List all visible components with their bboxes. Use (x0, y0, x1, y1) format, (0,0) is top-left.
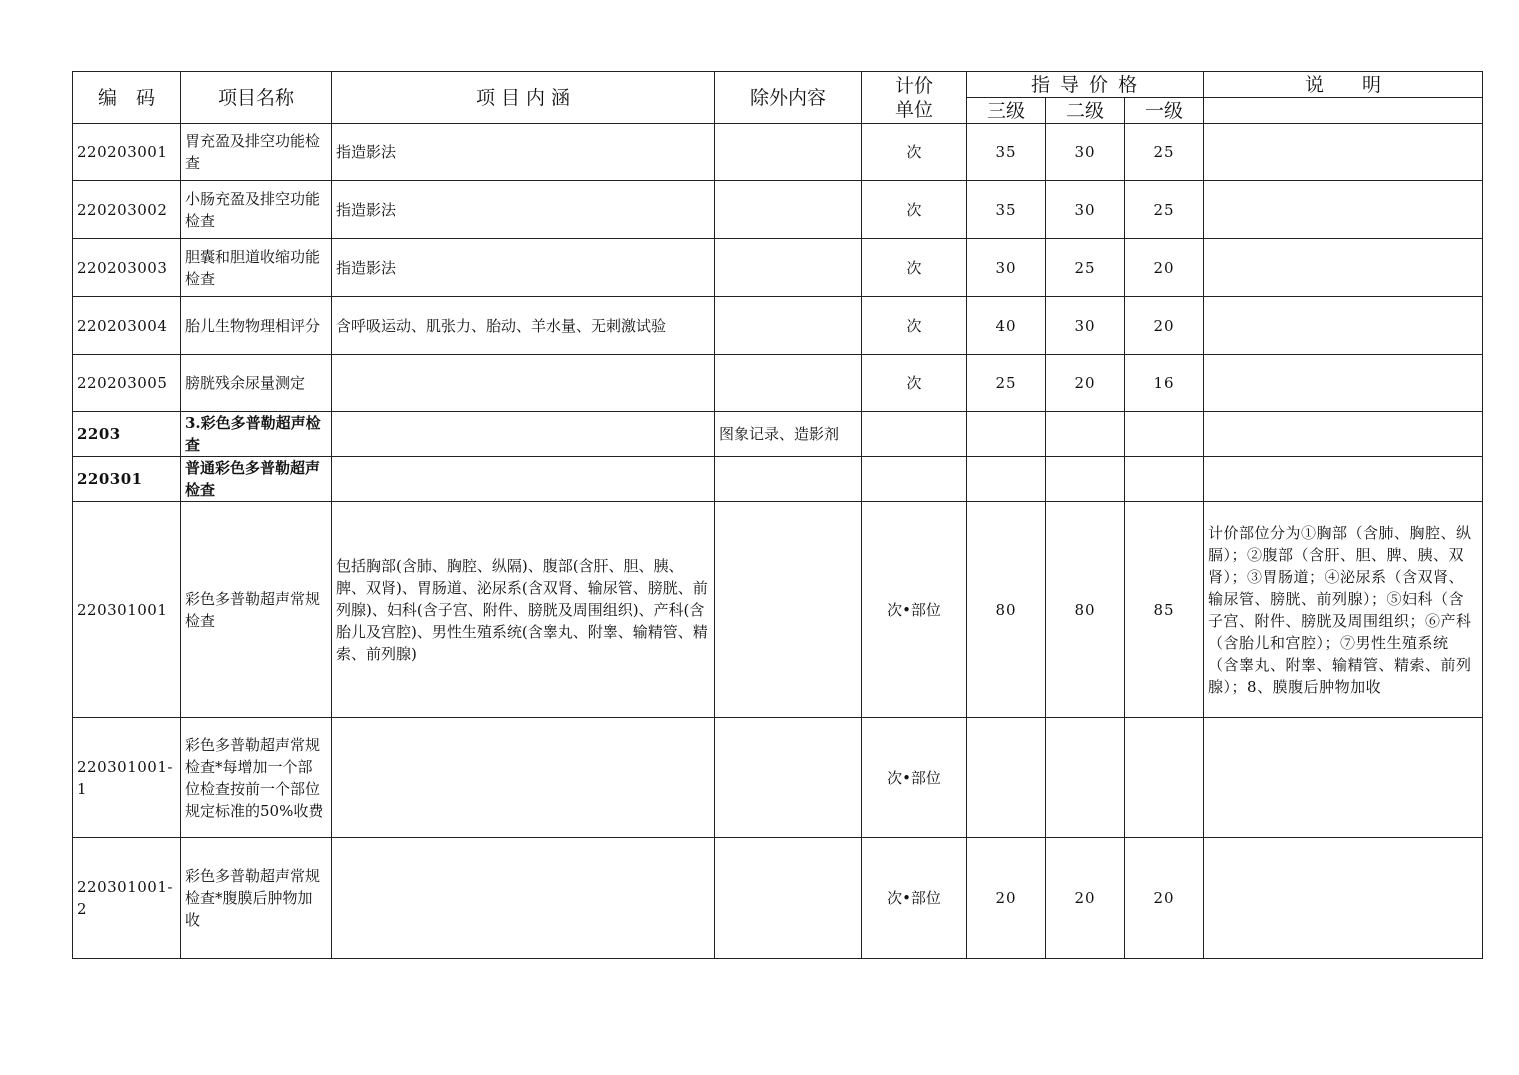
cell-note (1204, 412, 1483, 457)
cell-unit: 次•部位 (862, 838, 967, 959)
cell-price-level3 (967, 412, 1046, 457)
cell-content: 指造影法 (332, 239, 715, 297)
header-note-blank (1204, 98, 1483, 124)
header-level3: 三级 (967, 98, 1046, 124)
header-name: 项目名称 (181, 72, 332, 124)
cell-content (332, 355, 715, 412)
cell-note (1204, 718, 1483, 838)
cell-name: 膀胱残余尿量测定 (181, 355, 332, 412)
cell-exclusions (715, 239, 862, 297)
cell-price-level2: 30 (1046, 297, 1125, 355)
cell-code: 2203 (73, 412, 181, 457)
cell-content (332, 457, 715, 502)
cell-note (1204, 297, 1483, 355)
cell-exclusions (715, 502, 862, 718)
cell-exclusions (715, 838, 862, 959)
table-row (73, 239, 1483, 297)
cell-unit (862, 412, 967, 457)
cell-unit (862, 457, 967, 502)
cell-content: 指造影法 (332, 181, 715, 239)
cell-price-level2: 25 (1046, 239, 1125, 297)
cell-unit: 次 (862, 355, 967, 412)
cell-price-level2: 30 (1046, 124, 1125, 181)
cell-price-level3: 20 (967, 838, 1046, 959)
cell-price-level3: 35 (967, 124, 1046, 181)
table-row (73, 124, 1483, 181)
cell-price-level3: 25 (967, 355, 1046, 412)
cell-content (332, 718, 715, 838)
cell-code: 220203005 (73, 355, 181, 412)
cell-unit: 次•部位 (862, 502, 967, 718)
cell-code: 220301 (73, 457, 181, 502)
cell-name: 彩色多普勒超声常规检查*腹膜后肿物加收 (181, 838, 332, 959)
cell-note (1204, 239, 1483, 297)
header-unit: 计价 单位 (862, 72, 967, 124)
price-table (72, 71, 1483, 959)
cell-price-level2: 20 (1046, 838, 1125, 959)
cell-name: 胃充盈及排空功能检查 (181, 124, 332, 181)
cell-content (332, 412, 715, 457)
cell-note (1204, 838, 1483, 959)
cell-name: 彩色多普勒超声常规检查*每增加一个部位检查按前一个部位规定标准的50%收费 (181, 718, 332, 838)
cell-exclusions (715, 457, 862, 502)
cell-code: 220203003 (73, 239, 181, 297)
cell-content: 指造影法 (332, 124, 715, 181)
cell-content (332, 838, 715, 959)
cell-name: 普通彩色多普勒超声检查 (181, 457, 332, 502)
cell-name: 3.彩色多普勒超声检查 (181, 412, 332, 457)
cell-unit: 次•部位 (862, 718, 967, 838)
cell-price-level1 (1125, 718, 1204, 838)
cell-price-level3: 40 (967, 297, 1046, 355)
cell-code: 220301001-2 (73, 838, 181, 959)
header-note: 说 明 (1204, 72, 1483, 98)
cell-note (1204, 181, 1483, 239)
header-content: 项 目 内 涵 (332, 72, 715, 124)
cell-unit: 次 (862, 181, 967, 239)
cell-note (1204, 124, 1483, 181)
cell-price-level1: 25 (1125, 124, 1204, 181)
cell-note (1204, 457, 1483, 502)
cell-exclusions (715, 181, 862, 239)
cell-price-level3: 80 (967, 502, 1046, 718)
cell-content: 含呼吸运动、肌张力、胎动、羊水量、无刺激试验 (332, 297, 715, 355)
header-level1: 一级 (1125, 98, 1204, 124)
cell-price-level1 (1125, 457, 1204, 502)
cell-price-level2 (1046, 457, 1125, 502)
header-code: 编 码 (73, 72, 181, 124)
cell-name: 彩色多普勒超声常规检查 (181, 502, 332, 718)
cell-price-level3 (967, 457, 1046, 502)
header-level2: 二级 (1046, 98, 1125, 124)
table-row-section (73, 457, 1483, 502)
cell-price-level2 (1046, 718, 1125, 838)
cell-note (1204, 355, 1483, 412)
cell-unit: 次 (862, 297, 967, 355)
cell-price-level2 (1046, 412, 1125, 457)
cell-code: 220203001 (73, 124, 181, 181)
cell-price-level1: 20 (1125, 297, 1204, 355)
cell-exclusions (715, 355, 862, 412)
cell-price-level3: 35 (967, 181, 1046, 239)
table-row (73, 355, 1483, 412)
table-row (73, 181, 1483, 239)
cell-price-level1: 20 (1125, 838, 1204, 959)
table-row (73, 297, 1483, 355)
cell-exclusions (715, 718, 862, 838)
cell-exclusions: 图象记录、造影剂 (715, 412, 862, 457)
cell-name: 胆囊和胆道收缩功能检查 (181, 239, 332, 297)
cell-name: 小肠充盈及排空功能检查 (181, 181, 332, 239)
cell-exclusions (715, 297, 862, 355)
cell-price-level1 (1125, 412, 1204, 457)
cell-price-level1: 85 (1125, 502, 1204, 718)
cell-unit: 次 (862, 124, 967, 181)
cell-price-level3 (967, 718, 1046, 838)
cell-name: 胎儿生物物理相评分 (181, 297, 332, 355)
cell-price-level1: 25 (1125, 181, 1204, 239)
cell-price-level3: 30 (967, 239, 1046, 297)
cell-exclusions (715, 124, 862, 181)
cell-code: 220301001-1 (73, 718, 181, 838)
cell-unit: 次 (862, 239, 967, 297)
table-row (73, 838, 1483, 959)
table-row (73, 502, 1483, 718)
header-price-group: 指 导 价 格 (967, 72, 1204, 98)
cell-note: 计价部位分为①胸部（含肺、胸腔、纵膈）；②腹部（含肝、胆、脾、胰、双肾）；③胃肠道；④泌尿系（含双肾、输尿管、膀胱、前列腺）；⑤妇科（含子宫、附件、膀胱及周围组织；⑥产科（含胎儿和宫腔）；⑦男性生殖系统（含睾丸、附睾、输精管、精索、前列腺）；8、膜腹后肿物加收 (1204, 502, 1483, 718)
header-exclusions: 除外内容 (715, 72, 862, 124)
cell-price-level1: 16 (1125, 355, 1204, 412)
cell-price-level1: 20 (1125, 239, 1204, 297)
cell-code: 220203004 (73, 297, 181, 355)
cell-code: 220203002 (73, 181, 181, 239)
table-row (73, 718, 1483, 838)
cell-content: 包括胸部(含肺、胸腔、纵隔)、腹部(含肝、胆、胰、脾、双肾)、胃肠道、泌尿系(含双肾、输尿管、膀胱、前列腺)、妇科(含子宫、附件、膀胱及周围组织)、产科(含胎儿及宫腔)、男性生殖系统(含睾丸、附睾、输精管、精索、前列腺) (332, 502, 715, 718)
cell-price-level2: 80 (1046, 502, 1125, 718)
table-row-section (73, 412, 1483, 457)
cell-code: 220301001 (73, 502, 181, 718)
cell-price-level2: 20 (1046, 355, 1125, 412)
cell-price-level2: 30 (1046, 181, 1125, 239)
